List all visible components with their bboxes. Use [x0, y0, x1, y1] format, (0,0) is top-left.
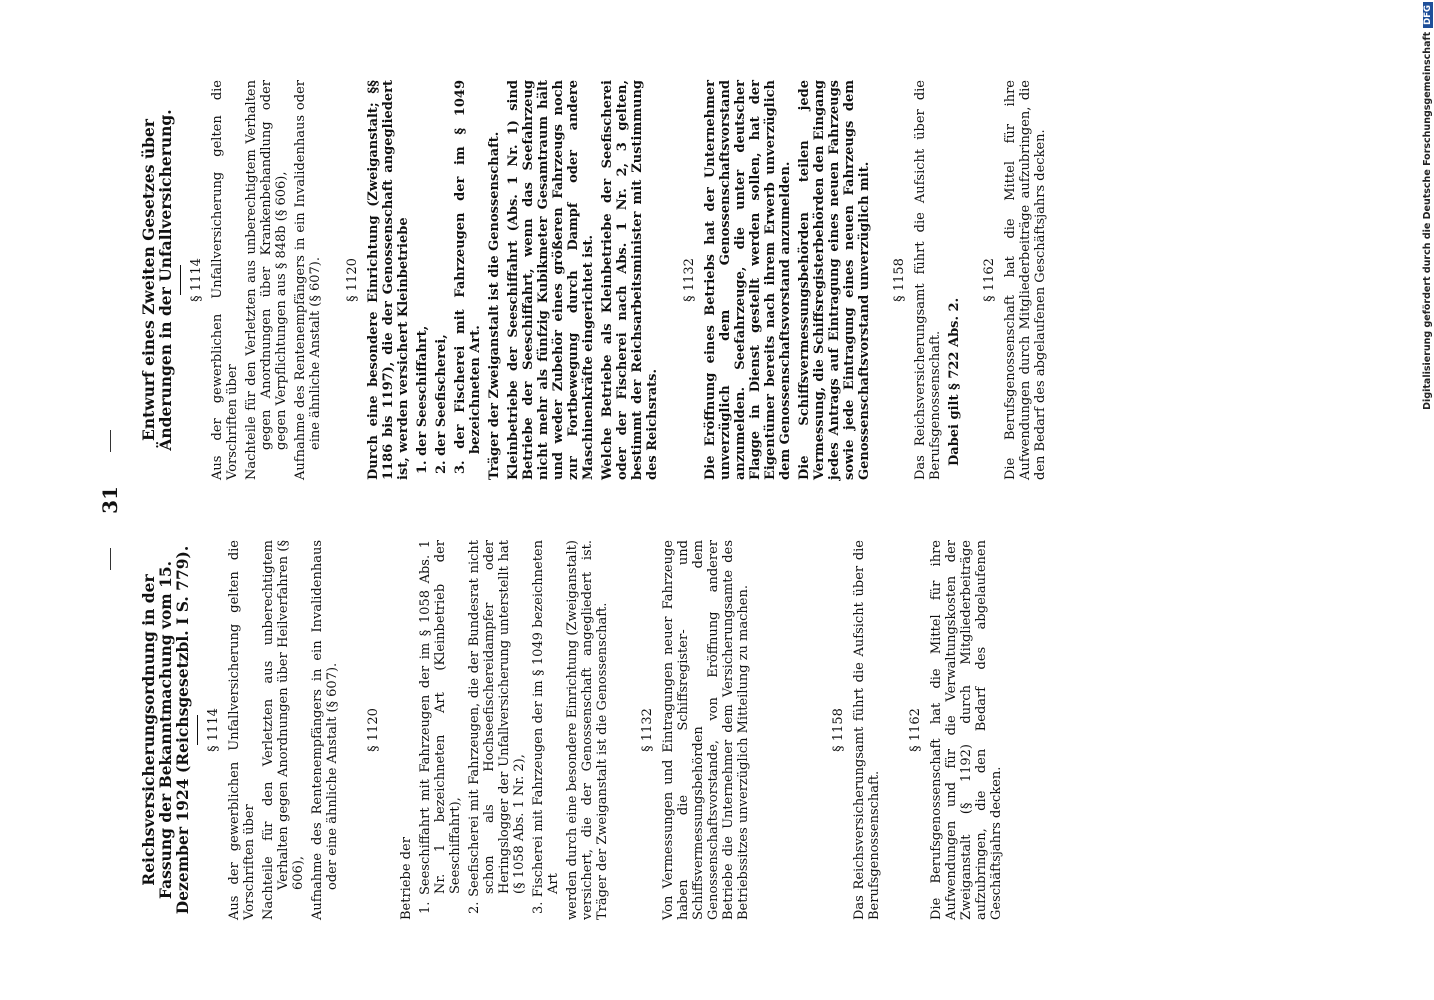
paragraph: Die Eröffnung eines Betriebs hat der Unternehmer unverzüglich dem Genossenschaftsvorstand anzumelden. Seefahrzeuge, die unter deutscher Flagge in Dienst gestellt werden sollen, hat der Eigentümer bereits nach ihrem Erwerb unverzüglich dem Genossenschaftsvorstand anzumelden.	[703, 80, 793, 480]
paragraph: Aufnahme des Rentenempfängers in ein Invalidenhaus oder eine ähnliche Anstalt (§ 607).	[293, 80, 323, 480]
section-title: § 1114	[206, 708, 221, 752]
paragraph: Aus der gewerblichen Unfallversicherung gelten die Vorschriften über	[227, 540, 257, 920]
current-law-heading: Reichsversicherungsordnung in der Fassung der Bekanntmachung vom 15. Dezember 1924 (Reichsgesetzbl. I S. 779).	[139, 545, 192, 915]
paragraph: Welche Betriebe als Kleinbetriebe der Seefischerei oder der Fischerei nach Abs. 1 Nr. 2, 3 gelten, bestimmt der Reichsarbeitsminister mit Zustimmung des Reichsrats.	[600, 80, 660, 480]
page-number-dash-left	[110, 548, 111, 570]
current-law-column	[140, 540, 1008, 920]
paragraph: Die Schiffsvermessungsbehörden teilen jede Vermessung, die Schiffsregisterbehörden den Eingang jedes Antrags auf Eintragung eines neuen Fahrzeugs sowie jede Eintragung eines neuen Fahrzeugs dem Genossenschaftsvorstand unverzüglich mit.	[797, 80, 872, 480]
paragraph: Durch eine besondere Einrichtung (Zweiganstalt; §§ 1186 bis 1197), die der Genossenschaft angegliedert ist, werden versichert Kleinbetriebe	[366, 80, 411, 480]
credit-text: Digitalisierung gefördert durch die Deutsche Forschungsgemeinschaft	[1422, 31, 1433, 410]
section-title: § 1132	[640, 708, 655, 752]
section-title: § 1158	[892, 258, 907, 302]
paragraph: Aus der gewerblichen Unfallversicherung gelten die Vorschriften über	[210, 80, 240, 480]
list-item: 1. der Seeschiffahrt,	[415, 325, 430, 474]
heading-rule	[197, 715, 198, 745]
list-item: 3. der Fischerei mit Fahrzeugen der im § 1049 bezeichneten Art.	[453, 80, 483, 474]
section-title: § 1132	[682, 258, 697, 302]
paragraph: Aufnahme des Rentenempfängers in ein Invalidenhaus oder eine ähnliche Anstalt (§ 607).	[310, 540, 340, 920]
list-item: 3. Fischerei mit Fahrzeugen der im § 1049 bezeichneten Art	[531, 540, 561, 914]
paragraph: Träger der Zweiganstalt ist die Genossenschaft.	[487, 131, 502, 480]
section-title: § 1158	[831, 708, 846, 752]
paragraph: Betriebe der	[399, 837, 414, 920]
draft-law-column	[140, 80, 1052, 480]
heading-rule	[180, 265, 181, 295]
paragraph: werden durch eine besondere Einrichtung (Zweiganstalt) versichert, die der Genossenschaft angegliedert ist. Träger der Zweiganstalt ist die Genossenschaft.	[565, 540, 610, 920]
paragraph: Nachteile für den Verletzten aus unberechtigtem Verhalten gegen Anordnungen über Heilverfahren (§ 606),	[261, 540, 306, 920]
list-item: 2. Seefischerei mit Fahrzeugen, die der Bundesrat nicht schon als Hochseefischereidampfer oder Heringslogger der Unfallversicherung unterstellt hat (§ 1058 Abs. 1 Nr. 2),	[467, 540, 527, 914]
section-title: § 1120	[345, 258, 360, 302]
list-item: 2. der Seefischerei,	[434, 334, 449, 474]
section-title: § 1114	[189, 258, 204, 302]
paragraph: Dabei gilt § 722 Abs. 2.	[947, 297, 962, 466]
list-item: 1. Seeschiffahrt mit Fahrzeugen der im § 1058 Abs. 1 Nr. 1 bezeichneten Art (Kleinbetrieb der Seeschiffahrt),	[418, 540, 463, 914]
paragraph: Von Vermessungen und Eintragungen neuer Fahrzeuge haben die Schiffsregister- und Schiffsvermessungsbehörden dem Genossenschaftsvorstande, von Eröffnung anderer Betriebe die Unternehmer dem Versicherungsamte des Betriebssitzes unverzüglich Mitteilung zu machen.	[661, 540, 751, 920]
section-title: § 1162	[982, 258, 997, 302]
page-number: 31	[98, 486, 122, 514]
paragraph: Das Reichsversicherungsamt führt die Aufsicht über die Berufsgenossenschaft.	[852, 540, 882, 920]
dfg-logo: DFG	[1423, 2, 1433, 28]
page-number-dash-right	[110, 430, 111, 452]
paragraph: Kleinbetriebe der Seeschiffahrt (Abs. 1 Nr. 1) sind Betriebe der Seeschiffahrt, wenn das Seefahrzeug nicht mehr als fünfzig Kubikmeter Gesamtraum hält und weder Zubehör eines größeren Fahrzeugs noch zur Fortbewegung durch Dampf oder andere Maschinenkräfte eingerichtet ist.	[506, 80, 596, 480]
section-title: § 1120	[366, 708, 381, 752]
paragraph: Nachteile für den Verletzten aus unberechtigtem Verhalten gegen Anordnungen über Krankenbehandlung oder gegen Verpflichtungen aus § 848b (§ 606),	[244, 80, 289, 480]
paragraph: Das Reichsversicherungsamt führt die Aufsicht über die Berufsgenossenschaft.	[913, 80, 943, 480]
digitization-credit	[1422, 2, 1434, 992]
paragraph: Die Berufsgenossenschaft hat die Mittel für ihre Aufwendungen durch Mitgliederbeiträge aufzubringen, die den Bedarf des abgelaufenen Geschäftsjahrs decken.	[1003, 80, 1048, 480]
section-title: § 1162	[908, 708, 923, 752]
draft-law-heading: Entwurf eines Zweiten Gesetzes über Änderungen in der Unfallversicherung.	[139, 109, 175, 451]
paragraph: Die Berufsgenossenschaft hat die Mittel für ihre Aufwendungen und für die Verwaltungskosten der Zweiganstalt (§ 1192) durch Mitgliederbeiträge aufzubringen, die den Bedarf des abgelaufenen Geschäftsjahrs decken.	[929, 540, 1004, 920]
